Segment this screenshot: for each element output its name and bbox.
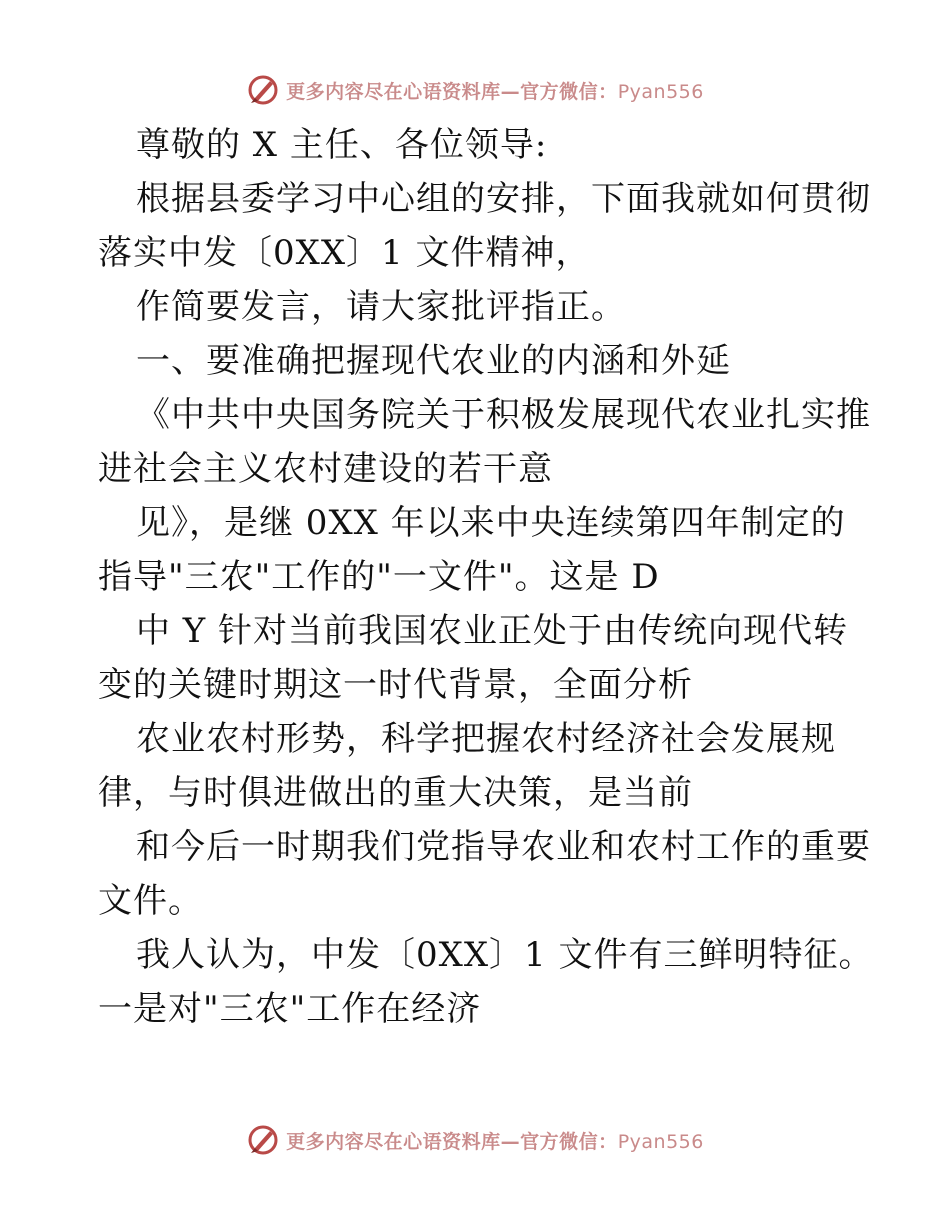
paragraph-line: 中 Y 针对当前我国农业正处于由传统向现代转 — [136, 611, 849, 651]
banner-wechat-label: 官方微信： — [520, 1130, 618, 1153]
pen-logo-icon — [246, 1123, 280, 1157]
paragraph-line: 农业农村形势，科学把握农村经济社会发展规 — [136, 719, 836, 759]
banner-text — [286, 1127, 704, 1154]
paragraph-line: 律，与时俱进做出的重大决策，是当前 — [98, 773, 693, 813]
paragraph-line: 我人认为，中发〔0XX〕1 文件有三鲜明特征。 — [136, 935, 874, 975]
document-body — [98, 118, 874, 1036]
paragraph-line: 变的关键时期这一时代背景，全面分析 — [98, 665, 693, 705]
header-banner — [0, 70, 950, 110]
paragraph-line: 和今后一时期我们党指导农业和农村工作的重要 — [136, 827, 871, 867]
banner-text — [286, 77, 704, 104]
banner-dash: — — [500, 80, 521, 103]
section-heading: 一、要准确把握现代农业的内涵和外延 — [136, 341, 731, 381]
paragraph-line: 指导"三农"工作的"一文件"。这是 D — [98, 557, 660, 597]
paragraph-line: 进社会主义农村建设的若干意 — [98, 449, 553, 489]
banner-wechat-id: Pyan556 — [617, 80, 704, 103]
paragraph-line: 根据县委学习中心组的安排，下面我就如何贯彻 — [136, 179, 871, 219]
footer-banner — [0, 1120, 950, 1160]
banner-slogan: 更多内容尽在心语资料库 — [286, 80, 501, 103]
paragraph-line: 见》，是继 0XX 年以来中央连续第四年制定的 — [136, 503, 846, 543]
banner-dash: — — [500, 1130, 521, 1153]
banner-wechat-id: Pyan556 — [617, 1130, 704, 1153]
paragraph-line: 文件。 — [98, 881, 203, 921]
paragraph-line: 《中共中央国务院关于积极发展现代农业扎实推 — [136, 395, 871, 435]
banner-wechat-label: 官方微信： — [520, 80, 618, 103]
salutation: 尊敬的 X 主任、各位领导: — [136, 125, 548, 165]
pen-logo-icon — [246, 73, 280, 107]
banner-slogan: 更多内容尽在心语资料库 — [286, 1130, 501, 1153]
paragraph-line: 作简要发言，请大家批评指正。 — [136, 287, 626, 327]
paragraph-line: 落实中发〔0XX〕1 文件精神， — [98, 233, 591, 273]
paragraph-line: 一是对"三农"工作在经济 — [98, 989, 482, 1029]
